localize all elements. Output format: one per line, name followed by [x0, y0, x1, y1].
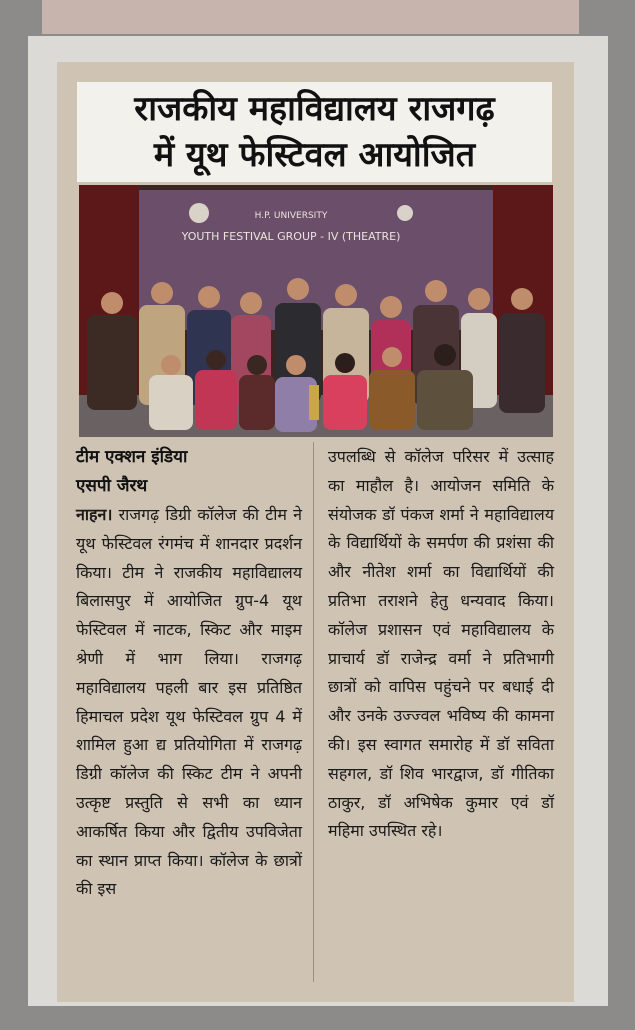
- byline-author: एसपी जैरथ: [76, 476, 148, 496]
- headline-line-2: में यूथ फेस्टिवल आयोजित: [153, 135, 476, 175]
- banner-line-1: H.P. UNIVERSITY: [254, 211, 328, 221]
- group-photo: [79, 185, 553, 437]
- banner-line-2: YOUTH FESTIVAL GROUP - IV (THEATRE): [181, 230, 401, 243]
- headline-line-1: राजकीय महाविद्यालय राजगढ़: [134, 89, 495, 129]
- previous-clipping-strip: [42, 0, 579, 34]
- article-column-2: [328, 443, 554, 846]
- group-photo-drawing: [79, 185, 553, 437]
- byline-team: टीम एक्शन इंडिया: [76, 447, 188, 467]
- dateline: नाहन।: [76, 505, 113, 524]
- festival-logo-icon: [397, 205, 413, 221]
- headline: [77, 82, 552, 182]
- article-column-2-text: उपलब्धि से कॉलेज परिसर में उत्साह का माहौल है। आयोजन समिति के संयोजक डॉ पंकज शर्मा ने महाविद्यालय के विद्यार्थियों के समर्पण की प्रशंसा की और नीतेश शर्मा का विद्यार्थियों की प्रतिभा तराशने हेतु धन्यवाद किया। कॉलेज प्रशासन एवं महाविद्यालय के प्राचार्य डॉ राजेन्द्र वर्मा ने प्रतिभागी छात्रों को वापिस पहुंचने पर बधाई दी और उनके उज्ज्वल भविष्य की कामना की। इस स्वागत समारोह में डॉ सविता सहगल, डॉ शिव भारद्वाज, डॉ गीतिका ठाकुर, डॉ अभिषेक कुमार एवं डॉ महिमा उपस्थित रहे।: [328, 447, 554, 841]
- article-column-1-text: राजगढ़ डिग्री कॉलेज की टीम ने यूथ फेस्टिवल रंगमंच में शानदार प्रदर्शन किया। टीम ने राजकीय महाविद्यालय बिलासपुर में आयोजित ग्रुप-4 यूथ फेस्टिवल में नाटक, स्किट और माइम श्रेणी में भाग लिया। राजगढ़ महाविद्यालय पहली बार इस प्रतिष्ठित हिमाचल प्रदेश यूथ फेस्टिवल ग्रुप 4 में शामिल हुआ द्य प्रतियोगिता में राजगढ़ डिग्री कॉलेज की स्किट टीम ने अपनी उत्कृष्ट प्रस्तुति से सभी का ध्यान आकर्षित किया और द्वितीय उपविजेता का स्थान प्राप्त किया। कॉलेज के छात्रों की इस: [76, 505, 302, 899]
- column-divider: [313, 442, 314, 982]
- university-logo-icon: [189, 203, 209, 223]
- trophy-icon: [309, 385, 319, 420]
- article-column-1: [76, 501, 302, 904]
